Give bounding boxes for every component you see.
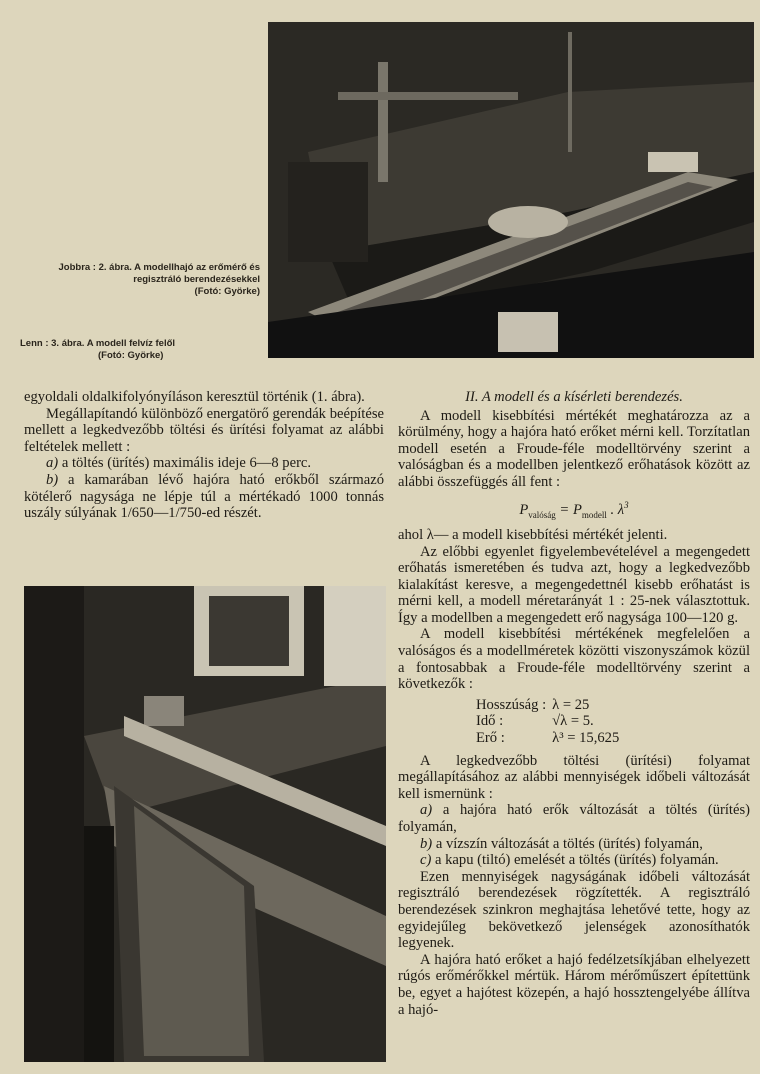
formula-eq: = xyxy=(555,501,573,518)
froude-formula xyxy=(398,497,750,523)
model-upstream-illustration xyxy=(24,586,386,1062)
table-row xyxy=(476,713,625,730)
list-item xyxy=(398,802,750,835)
paragraph: A legkedvezőbb töltési (ürítési) folyamat megállapításához az alábbi mennyiségek időbeli változását kell ismernünk : xyxy=(398,752,750,802)
relation-value: λ = 25 xyxy=(552,696,590,713)
paragraph: Ezen mennyiségek nagyságának időbeli változását regisztráló berendezések rögzítették. A regisztráló berendezések szinkron meghajtása lehetővé tette, hogy az egyidejűleg bekövetkező jelenségek azonosíthatók legyenek. xyxy=(398,868,750,952)
list-item xyxy=(24,455,384,472)
paragraph: egyoldali oldalkifolyónyíláson keresztül történik (1. ábra). xyxy=(24,389,365,405)
relation-label: Hosszúság : xyxy=(476,696,547,713)
list-item xyxy=(398,836,750,853)
paragraph: A modell kisebbítési mértékének megfelelően a valóságos és a modellméretek közötti viszonyszámok közül a fontosabbak a Froude-féle modelltörvény szerint a következők : xyxy=(398,626,750,693)
figure-3-caption xyxy=(20,338,250,362)
list-letter: b) xyxy=(420,835,433,852)
list-item xyxy=(24,472,384,522)
formula-lhs: P xyxy=(519,501,529,518)
paragraph: Az előbbi egyenlet figyelembevételével a megengedett erőhatás ismeretében és tudva azt, hogy a legkedvezőbb kialakítást keresve, a megengedettnél kisebb erőhatást is mérni kell, a modell méretarányát 1 : 25-nek választottuk. Így a modellben a megengedett erő nagysága 100—120 g. xyxy=(398,543,750,626)
paragraph: Megállapítandó különböző energatörő gerendák beépítése mellett a legkedvezőbb töltési és ürítési folyamat az alábbi feltételek mellett : xyxy=(24,405,384,455)
figure-2-caption xyxy=(20,262,260,298)
figure-3-photo xyxy=(24,586,386,1062)
table-row xyxy=(476,697,625,714)
caption-line: Lenn : 3. ábra. A modell felvíz felől xyxy=(20,338,176,349)
table-row xyxy=(476,730,625,747)
section-title: II. A modell és a kísérleti berendezés. xyxy=(465,389,683,405)
left-column xyxy=(24,389,384,522)
list-item xyxy=(398,852,750,869)
caption-line: (Fotó: Györke) xyxy=(98,350,164,361)
list-text: a vízszín változását a töltés (ürítés) folyamán, xyxy=(435,835,703,852)
relation-value: √λ = 5. xyxy=(552,713,594,730)
figure-2-photo xyxy=(268,22,754,358)
list-text: a kapu (tiltó) emelését a töltés (ürítés) folyamán. xyxy=(435,852,719,869)
relation-label: Erő : xyxy=(476,730,505,747)
formula-tail-sup: 3 xyxy=(624,499,629,510)
list-letter: a) xyxy=(46,455,59,472)
paragraph: A hajóra ható erőket a hajó fedélzetsíkjában elhelyezett rúgós erőmérőkkel mértük. Három mérőműszert építettünk be, egyet a hajótest közepén, a hajó hossztengelyébe állítva a hajó- xyxy=(398,951,750,1018)
relation-label: Idő : xyxy=(476,713,504,730)
formula-rhs-sub: modell xyxy=(581,509,607,520)
formula-rhs: P xyxy=(572,501,582,518)
caption-line: (Fotó: Györke) xyxy=(194,286,260,297)
right-column xyxy=(398,389,750,1018)
relation-value: λ³ = 15,625 xyxy=(552,730,620,747)
model-ship-illustration xyxy=(268,22,754,358)
list-text: a hajóra ható erők változását a töltés (ürítés) folyamán, xyxy=(398,802,750,836)
caption-line: regisztráló berendezésekkel xyxy=(133,274,260,285)
list-text: a kamarában lévő hajóra ható erőkből származó kötélerő nagysága ne lépje túl a mértékadó 1000 tonnás uszály súlyának 1/650—1/750-ed részét. xyxy=(24,471,384,522)
list-text: a töltés (ürítés) maximális ideje 6—8 perc. xyxy=(61,455,312,472)
list-letter: b) xyxy=(46,471,59,488)
paragraph: A modell kisebbítési mértékét meghatározza az a körülmény, hogy a hajóra ható erőket mérni kell. Torzítatlan modell esetén a Froude-féle modelltörvény szerint a valóságban és a modellben jelentkező erőhatások között az alábbi összefüggés áll fent : xyxy=(398,407,750,490)
caption-line: Jobbra : 2. ábra. A modellhajó az erőmérő és xyxy=(58,262,260,273)
list-letter: a) xyxy=(420,802,433,819)
formula-lhs-sub: valóság xyxy=(528,509,556,520)
scale-relations-table xyxy=(476,697,625,747)
formula-tail: . λ xyxy=(606,501,625,518)
list-letter: c) xyxy=(420,852,432,869)
paragraph: ahol λ— a modell kisebbítési mértékét jelenti. xyxy=(398,526,668,543)
